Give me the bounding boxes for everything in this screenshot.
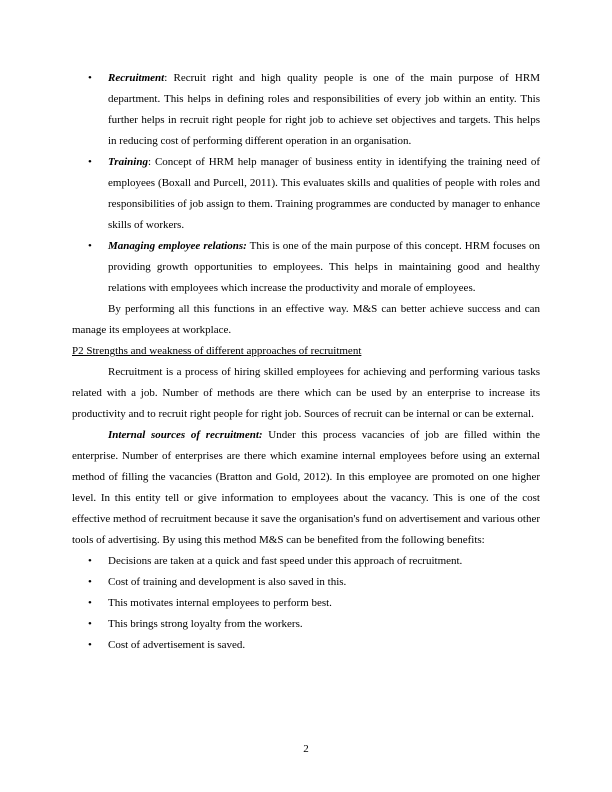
benefit-item [72, 635, 540, 656]
benefit-text: Decisions are taken at a quick and fast speed under this approach of recruitment. [108, 555, 463, 567]
benefit-item [72, 614, 540, 635]
bullet-employee-relations [72, 236, 540, 299]
bullet-icon: • [88, 555, 92, 567]
internal-sources-paragraph [72, 425, 540, 551]
bullet-lead: Recruitment [108, 72, 165, 84]
bullet-icon: • [88, 597, 92, 609]
bullet-icon: • [88, 156, 92, 168]
internal-sources-text: Under this process vacancies of job are filled within the enterprise. Number of enterprises are there which examine internal employees before using an external method of filling the vacancies (Bratton and Gold, 2012). In this employee are promoted on one higher level. In this entity tell or give information to employees about the vacancy. This is one of the cost effective method of recruitment because it save the organisation's fund on advertisement and various other tools of advertising. By using this method M&S can be benefited from the following benefits: [72, 429, 540, 546]
bullet-lead: Managing employee relations: [108, 240, 247, 252]
bullet-icon: • [88, 576, 92, 588]
bullet-icon: • [88, 240, 92, 252]
benefit-item [72, 593, 540, 614]
bullet-lead: Training [108, 156, 148, 168]
section-heading: P2 Strengths and weakness of different approaches of recruitment [72, 345, 362, 357]
bullet-recruitment [72, 68, 540, 152]
benefit-item [72, 551, 540, 572]
page-content [72, 68, 540, 656]
bullet-icon: • [88, 618, 92, 630]
benefit-item [72, 572, 540, 593]
summary-paragraph: By performing all this functions in an effective way. M&S can better achieve success and can manage its employees at workplace. [72, 303, 540, 336]
bullet-text: : Concept of HRM help manager of business entity in identifying the training need of employees (Boxall and Purcell, 2011). This evaluates skills and qualities of people with roles and responsibilities of job assign to them. Training programmes are conducted by manager to enhance skills of workers. [108, 156, 540, 231]
recruitment-paragraph: Recruitment is a process of hiring skilled employees for achieving and performing various tasks related with a job. Number of methods are there which can be used by an enterprise to increase its productivity and to recruit right people for right job. Sources of recruit can be internal or can be external. [72, 366, 540, 420]
page-number: 2 [303, 743, 309, 755]
benefit-text: Cost of training and development is also saved in this. [108, 576, 347, 588]
benefit-text: This motivates internal employees to perform best. [108, 597, 332, 609]
internal-sources-lead: Internal sources of recruitment: [108, 429, 263, 441]
bullet-training [72, 152, 540, 236]
benefit-text: This brings strong loyalty from the workers. [108, 618, 303, 630]
benefit-text: Cost of advertisement is saved. [108, 639, 246, 651]
bullet-text: : Recruit right and high quality people is one of the main purpose of HRM department. This helps in defining roles and responsibilities of every job within an entity. This further helps in recruit right people for right job to achieve set objectives and targets. This helps in reducing cost of performing different operation in an organisation. [108, 72, 540, 147]
bullet-text: This is one of the main purpose of this concept. HRM focuses on providing growth opportunities to employees. This helps in maintaining good and healthy relations with employees which increase the productivity and morale of employees. [108, 240, 541, 294]
bullet-icon: • [88, 72, 92, 84]
bullet-icon: • [88, 639, 92, 651]
